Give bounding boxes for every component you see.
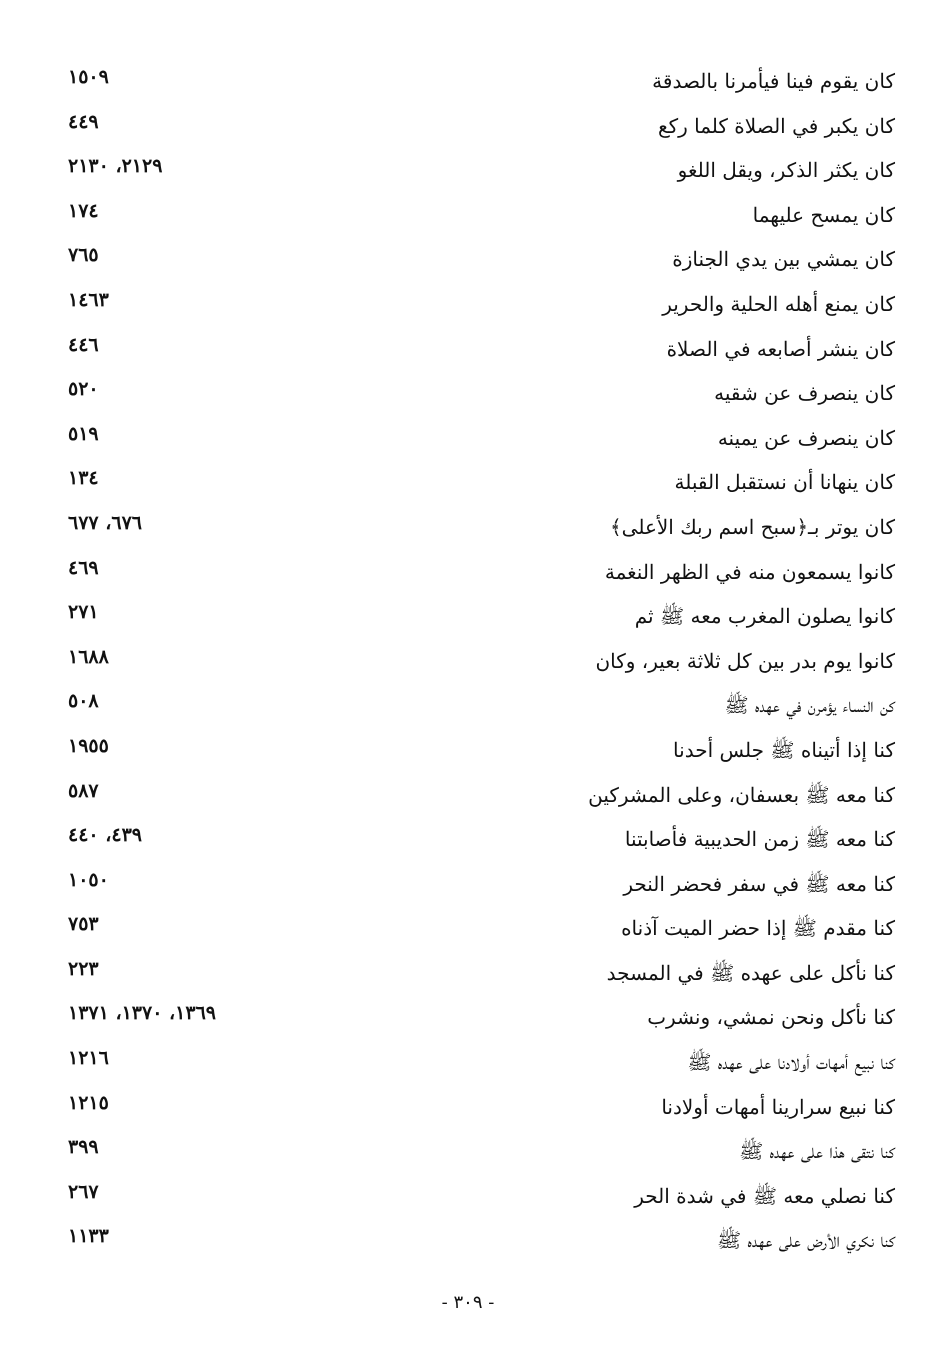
index-entry	[60, 994, 895, 1039]
hadith-numbers: ١١٣٣	[68, 1225, 109, 1248]
index-entry	[60, 504, 895, 549]
hadith-numbers: ١٦٨٨	[68, 645, 109, 668]
index-entry	[60, 1084, 895, 1129]
hadith-incipit: كن النساء يؤمرن في عهده ﷺ	[724, 693, 895, 718]
hadith-incipit: كنا إذا أتيناه ﷺ جلس أحدنا	[673, 737, 895, 762]
hadith-incipit: كان يمشي بين يدي الجنازة	[672, 247, 895, 272]
hadith-numbers: ٧٦٥	[68, 244, 99, 267]
hadith-numbers: ١٤٦٣	[68, 288, 109, 311]
index-entry	[60, 147, 895, 192]
hadith-incipit: كنا معه ﷺ بعسفان، وعلى المشركين	[588, 782, 895, 807]
hadith-numbers: ١٣٦٩، ١٣٧٠، ١٣٧١	[68, 1002, 216, 1025]
index-entry	[60, 905, 895, 950]
hadith-numbers: ٥٠٨	[68, 690, 99, 713]
hadith-incipit: كنا نتقى هذا على عهده ﷺ	[739, 1139, 895, 1164]
index-entry	[60, 549, 895, 594]
hadith-numbers: ١٠٥٠	[68, 868, 109, 891]
hadith-incipit: كانوا يصلون المغرب معه ﷺ ثم	[634, 604, 895, 629]
hadith-incipit: كان يوتر بـ﴿سبح اسم ربك الأعلى﴾	[609, 514, 895, 539]
hadith-incipit: كنا مقدم ﷺ إذا حضر الميت آذناه	[621, 916, 895, 941]
index-entry	[60, 772, 895, 817]
hadith-numbers: ١٣٤	[68, 467, 99, 490]
hadith-incipit: كانوا يوم بدر بين كل ثلاثة بعير، وكان	[595, 648, 895, 673]
index-entry	[60, 236, 895, 281]
hadith-incipit: كان يمسح عليهما	[752, 202, 895, 227]
index-entry	[60, 950, 895, 995]
hadith-numbers: ١٥٠٩	[68, 66, 109, 88]
hadith-numbers: ٢٧١	[68, 601, 99, 624]
hadith-incipit: كان يكثر الذكر، ويقل اللغو	[677, 158, 895, 183]
hadith-numbers: ١٢١٦	[68, 1047, 109, 1070]
page-number: - ٣٠٩ -	[441, 1292, 495, 1313]
hadith-numbers: ١٩٥٥	[68, 734, 109, 757]
index-entry	[60, 1173, 895, 1218]
hadith-numbers: ٣٩٩	[68, 1136, 99, 1159]
index-entry	[60, 58, 895, 103]
hadith-incipit: كنا نأكل ونحن نمشي، ونشرب	[647, 1005, 895, 1030]
hadith-incipit: كان ينصرف عن يمينه	[717, 425, 895, 450]
index-entry	[60, 103, 895, 148]
hadith-numbers: ٢٢٣	[68, 957, 99, 980]
hadith-incipit: كان يقوم فينا فيأمرنا بالصدقة	[652, 69, 895, 93]
hadith-incipit: كنا نكري الأرض على عهده ﷺ	[717, 1228, 895, 1253]
hadith-incipit: كان يمنع أهله الحلية والحرير	[662, 291, 895, 316]
hadith-numbers: ٤٣٩، ٤٤٠	[68, 824, 142, 847]
index-entry	[60, 682, 895, 727]
hadith-incipit: كنا معه ﷺ زمن الحديبية فأصابتنا	[624, 827, 895, 852]
hadith-numbers: ٦٧٦، ٦٧٧	[68, 511, 142, 534]
hadith-numbers: ٥٨٧	[68, 779, 99, 802]
index-entry	[60, 861, 895, 906]
hadith-numbers: ٥٢٠	[68, 378, 99, 401]
hadith-incipit: كان ينهانا أن نستقبل القبلة	[674, 470, 895, 495]
index-entry	[60, 593, 895, 638]
hadith-incipit: كان ينشر أصابعه في الصلاة	[666, 336, 895, 361]
hadith-numbers: ٢١٢٩، ٢١٣٠	[68, 155, 163, 178]
hadith-numbers: ٢٦٧	[68, 1180, 99, 1203]
hadith-index-list	[60, 58, 895, 1262]
hadith-incipit: كانوا يسمعون منه في الظهر النغمة	[604, 559, 895, 584]
hadith-numbers: ٧٥٣	[68, 913, 99, 936]
hadith-numbers: ١٧٤	[68, 199, 99, 222]
index-entry	[60, 415, 895, 460]
hadith-numbers: ١٢١٥	[68, 1091, 109, 1114]
index-entry	[60, 459, 895, 504]
index-entry	[60, 727, 895, 772]
index-entry	[60, 281, 895, 326]
hadith-incipit: كان يكبر في الصلاة كلما ركع	[657, 113, 895, 138]
index-entry	[60, 816, 895, 861]
index-entry	[60, 638, 895, 683]
hadith-numbers: ٤٤٦	[68, 333, 99, 356]
index-entry	[60, 370, 895, 415]
index-entry	[60, 326, 895, 371]
hadith-incipit: كنا نأكل على عهده ﷺ في المسجد	[606, 960, 895, 985]
index-entry	[60, 1217, 895, 1262]
index-entry	[60, 192, 895, 237]
hadith-incipit: كنا معه ﷺ في سفر فحضر النحر	[623, 871, 895, 896]
hadith-incipit: كنا نبيع أمهات أولادنا على عهده ﷺ	[687, 1050, 895, 1075]
hadith-incipit: كنا نصلي معه ﷺ في شدة الحر	[634, 1183, 895, 1208]
index-entry	[60, 1128, 895, 1173]
hadith-incipit: كنا نبيع سرارينا أمهات أولادنا	[661, 1094, 895, 1119]
hadith-numbers: ٤٤٩	[68, 110, 99, 133]
hadith-incipit: كان ينصرف عن شقيه	[714, 381, 895, 406]
hadith-numbers: ٤٦٩	[68, 556, 99, 579]
index-entry	[60, 1039, 895, 1084]
hadith-numbers: ٥١٩	[68, 422, 99, 445]
